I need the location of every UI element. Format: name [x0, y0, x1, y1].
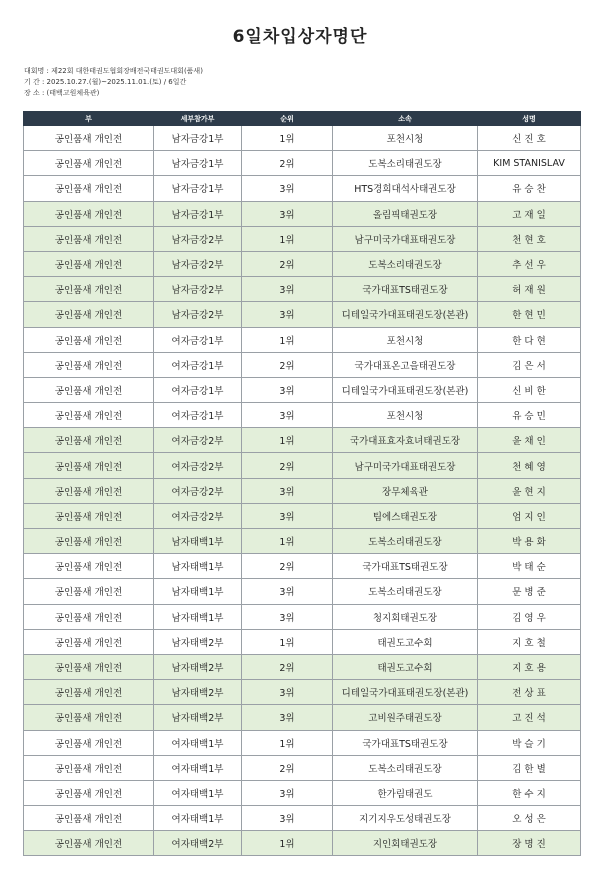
division-cell: 공인품새 개인전 [24, 277, 154, 302]
category-cell: 남자금강1부 [154, 126, 242, 151]
affiliation-cell: 국가대표TS태권도장 [333, 730, 478, 755]
category-cell: 남자금강1부 [154, 176, 242, 201]
table-body [24, 126, 581, 856]
athlete-name-cell: 지 호 철 [478, 629, 581, 654]
athlete-name-cell: 천 현 호 [478, 226, 581, 251]
division-cell: 공인품새 개인전 [24, 629, 154, 654]
table-row [24, 478, 581, 503]
header-rank: 순위 [242, 112, 333, 126]
athlete-name-cell: 허 재 원 [478, 277, 581, 302]
affiliation-cell: 한가림태권도 [333, 780, 478, 805]
table-row [24, 705, 581, 730]
event-period: 기 간 : 2025.10.27.(월)~2025.11.01.(토) / 6일간 [24, 78, 187, 86]
affiliation-cell: 도복소리태권도장 [333, 251, 478, 276]
affiliation-cell: 도복소리태권도장 [333, 151, 478, 176]
category-cell: 여자금강1부 [154, 377, 242, 402]
header-category: 세부참가부 [154, 112, 242, 126]
division-cell: 공인품새 개인전 [24, 302, 154, 327]
category-cell: 여자금강2부 [154, 453, 242, 478]
header-name: 성명 [478, 112, 581, 126]
rank-cell: 1위 [242, 831, 333, 856]
athlete-name-cell: 박 용 화 [478, 529, 581, 554]
athlete-name-cell: 윤 채 인 [478, 428, 581, 453]
table-row [24, 251, 581, 276]
table-row [24, 302, 581, 327]
rank-cell: 3위 [242, 503, 333, 528]
rank-cell: 3위 [242, 201, 333, 226]
rank-cell: 1위 [242, 126, 333, 151]
affiliation-cell: HTS경희대석사태권도장 [333, 176, 478, 201]
athlete-name-cell: 오 성 은 [478, 806, 581, 831]
event-venue: 장 소 : (태백고원체육관) [24, 89, 100, 97]
category-cell: 남자태백2부 [154, 629, 242, 654]
athlete-name-cell: 유 승 찬 [478, 176, 581, 201]
event-name: 대회명 : 제22회 대한태권도협회장배전국태권도대회(품새) [24, 67, 203, 75]
division-cell: 공인품새 개인전 [24, 352, 154, 377]
athlete-name-cell: 장 명 진 [478, 831, 581, 856]
athlete-name-cell: 윤 현 지 [478, 478, 581, 503]
table-row [24, 377, 581, 402]
rank-cell: 2위 [242, 554, 333, 579]
athlete-name-cell: 고 진 석 [478, 705, 581, 730]
category-cell: 남자태백1부 [154, 554, 242, 579]
table-row [24, 151, 581, 176]
rank-cell: 3위 [242, 806, 333, 831]
division-cell: 공인품새 개인전 [24, 529, 154, 554]
affiliation-cell: 청지회태권도장 [333, 604, 478, 629]
category-cell: 남자태백2부 [154, 680, 242, 705]
athlete-name-cell: 전 상 표 [478, 680, 581, 705]
affiliation-cell: 국가대표효자효녀태권도장 [333, 428, 478, 453]
rank-cell: 2위 [242, 151, 333, 176]
event-info [24, 66, 203, 99]
category-cell: 남자금강2부 [154, 251, 242, 276]
affiliation-cell: 디테일국가대표태권도장(본관) [333, 377, 478, 402]
table-row [24, 806, 581, 831]
category-cell: 남자금강1부 [154, 201, 242, 226]
affiliation-cell: 포천시청 [333, 403, 478, 428]
rank-cell: 2위 [242, 453, 333, 478]
athlete-name-cell: 추 선 우 [478, 251, 581, 276]
category-cell: 남자태백1부 [154, 604, 242, 629]
table-row [24, 755, 581, 780]
division-cell: 공인품새 개인전 [24, 730, 154, 755]
division-cell: 공인품새 개인전 [24, 377, 154, 402]
division-cell: 공인품새 개인전 [24, 831, 154, 856]
athlete-name-cell: 고 재 일 [478, 201, 581, 226]
division-cell: 공인품새 개인전 [24, 503, 154, 528]
division-cell: 공인품새 개인전 [24, 428, 154, 453]
rank-cell: 3위 [242, 302, 333, 327]
athlete-name-cell: 천 혜 영 [478, 453, 581, 478]
division-cell: 공인품새 개인전 [24, 176, 154, 201]
table-row [24, 327, 581, 352]
table-row [24, 503, 581, 528]
rank-cell: 3위 [242, 377, 333, 402]
athlete-name-cell: 박 슬 기 [478, 730, 581, 755]
division-cell: 공인품새 개인전 [24, 604, 154, 629]
category-cell: 여자금강1부 [154, 327, 242, 352]
table-row [24, 126, 581, 151]
affiliation-cell: 장무체육관 [333, 478, 478, 503]
category-cell: 남자금강1부 [154, 151, 242, 176]
table-row [24, 428, 581, 453]
category-cell: 여자태백2부 [154, 831, 242, 856]
division-cell: 공인품새 개인전 [24, 705, 154, 730]
table-row [24, 554, 581, 579]
category-cell: 여자태백1부 [154, 780, 242, 805]
division-cell: 공인품새 개인전 [24, 226, 154, 251]
athlete-name-cell: 한 수 지 [478, 780, 581, 805]
affiliation-cell: 포천시청 [333, 327, 478, 352]
division-cell: 공인품새 개인전 [24, 654, 154, 679]
athlete-name-cell: KIM STANISLAV [478, 151, 581, 176]
division-cell: 공인품새 개인전 [24, 453, 154, 478]
rank-cell: 2위 [242, 654, 333, 679]
rank-cell: 3위 [242, 277, 333, 302]
rank-cell: 1위 [242, 529, 333, 554]
table-header-row [24, 112, 581, 126]
rank-cell: 1위 [242, 629, 333, 654]
table-row [24, 780, 581, 805]
affiliation-cell: 지기지우도성태권도장 [333, 806, 478, 831]
table-row [24, 730, 581, 755]
affiliation-cell: 도복소리태권도장 [333, 755, 478, 780]
affiliation-cell: 국가대표TS태권도장 [333, 277, 478, 302]
division-cell: 공인품새 개인전 [24, 478, 154, 503]
division-cell: 공인품새 개인전 [24, 403, 154, 428]
category-cell: 여자금강2부 [154, 503, 242, 528]
affiliation-cell: 남구미국가대표태권도장 [333, 226, 478, 251]
athlete-name-cell: 한 다 현 [478, 327, 581, 352]
athlete-name-cell: 지 호 용 [478, 654, 581, 679]
affiliation-cell: 국가대표온고을태권도장 [333, 352, 478, 377]
rank-cell: 2위 [242, 251, 333, 276]
rank-cell: 3위 [242, 705, 333, 730]
winners-table [23, 111, 581, 856]
table-row [24, 654, 581, 679]
rank-cell: 2위 [242, 755, 333, 780]
table-row [24, 226, 581, 251]
affiliation-cell: 올림픽태권도장 [333, 201, 478, 226]
division-cell: 공인품새 개인전 [24, 780, 154, 805]
rank-cell: 3위 [242, 780, 333, 805]
division-cell: 공인품새 개인전 [24, 680, 154, 705]
category-cell: 남자태백2부 [154, 654, 242, 679]
division-cell: 공인품새 개인전 [24, 251, 154, 276]
rank-cell: 3위 [242, 478, 333, 503]
category-cell: 여자금강2부 [154, 478, 242, 503]
category-cell: 여자태백1부 [154, 755, 242, 780]
table-row [24, 176, 581, 201]
category-cell: 남자금강2부 [154, 226, 242, 251]
athlete-name-cell: 박 태 순 [478, 554, 581, 579]
rank-cell: 1위 [242, 327, 333, 352]
athlete-name-cell: 유 승 민 [478, 403, 581, 428]
division-cell: 공인품새 개인전 [24, 579, 154, 604]
rank-cell: 2위 [242, 352, 333, 377]
rank-cell: 3위 [242, 604, 333, 629]
table-row [24, 277, 581, 302]
division-cell: 공인품새 개인전 [24, 126, 154, 151]
affiliation-cell: 고비원주태권도장 [333, 705, 478, 730]
affiliation-cell: 디테일국가대표태권도장(본관) [333, 302, 478, 327]
affiliation-cell: 남구미국가대표태권도장 [333, 453, 478, 478]
table-row [24, 352, 581, 377]
affiliation-cell: 도복소리태권도장 [333, 529, 478, 554]
rank-cell: 3위 [242, 680, 333, 705]
category-cell: 여자금강1부 [154, 403, 242, 428]
affiliation-cell: 지인회태권도장 [333, 831, 478, 856]
table-row [24, 201, 581, 226]
affiliation-cell: 팀에스태권도장 [333, 503, 478, 528]
affiliation-cell: 태권도고수회 [333, 654, 478, 679]
athlete-name-cell: 신 진 호 [478, 126, 581, 151]
header-affiliation: 소속 [333, 112, 478, 126]
athlete-name-cell: 김 한 별 [478, 755, 581, 780]
category-cell: 남자태백2부 [154, 705, 242, 730]
table-row [24, 579, 581, 604]
category-cell: 남자태백1부 [154, 579, 242, 604]
affiliation-cell: 포천시청 [333, 126, 478, 151]
table-row [24, 831, 581, 856]
category-cell: 여자금강1부 [154, 352, 242, 377]
affiliation-cell: 태권도고수회 [333, 629, 478, 654]
category-cell: 남자태백1부 [154, 529, 242, 554]
page-title: 6일차입상자명단 [232, 27, 368, 47]
affiliation-cell: 국가대표TS태권도장 [333, 554, 478, 579]
rank-cell: 1위 [242, 428, 333, 453]
athlete-name-cell: 엄 지 인 [478, 503, 581, 528]
division-cell: 공인품새 개인전 [24, 806, 154, 831]
category-cell: 남자금강2부 [154, 302, 242, 327]
table-row [24, 629, 581, 654]
rank-cell: 3위 [242, 403, 333, 428]
table-row [24, 403, 581, 428]
division-cell: 공인품새 개인전 [24, 327, 154, 352]
rank-cell: 3위 [242, 176, 333, 201]
category-cell: 여자금강2부 [154, 428, 242, 453]
table-row [24, 680, 581, 705]
header-division: 부 [24, 112, 154, 126]
affiliation-cell: 디테일국가대표태권도장(본관) [333, 680, 478, 705]
athlete-name-cell: 신 비 한 [478, 377, 581, 402]
category-cell: 여자태백1부 [154, 730, 242, 755]
table-row [24, 453, 581, 478]
athlete-name-cell: 김 영 우 [478, 604, 581, 629]
division-cell: 공인품새 개인전 [24, 554, 154, 579]
athlete-name-cell: 김 은 서 [478, 352, 581, 377]
category-cell: 남자금강2부 [154, 277, 242, 302]
table-row [24, 604, 581, 629]
affiliation-cell: 도복소리태권도장 [333, 579, 478, 604]
rank-cell: 1위 [242, 730, 333, 755]
athlete-name-cell: 한 현 민 [478, 302, 581, 327]
division-cell: 공인품새 개인전 [24, 151, 154, 176]
category-cell: 여자태백1부 [154, 806, 242, 831]
athlete-name-cell: 문 병 준 [478, 579, 581, 604]
division-cell: 공인품새 개인전 [24, 755, 154, 780]
rank-cell: 3위 [242, 579, 333, 604]
division-cell: 공인품새 개인전 [24, 201, 154, 226]
table-row [24, 529, 581, 554]
rank-cell: 1위 [242, 226, 333, 251]
